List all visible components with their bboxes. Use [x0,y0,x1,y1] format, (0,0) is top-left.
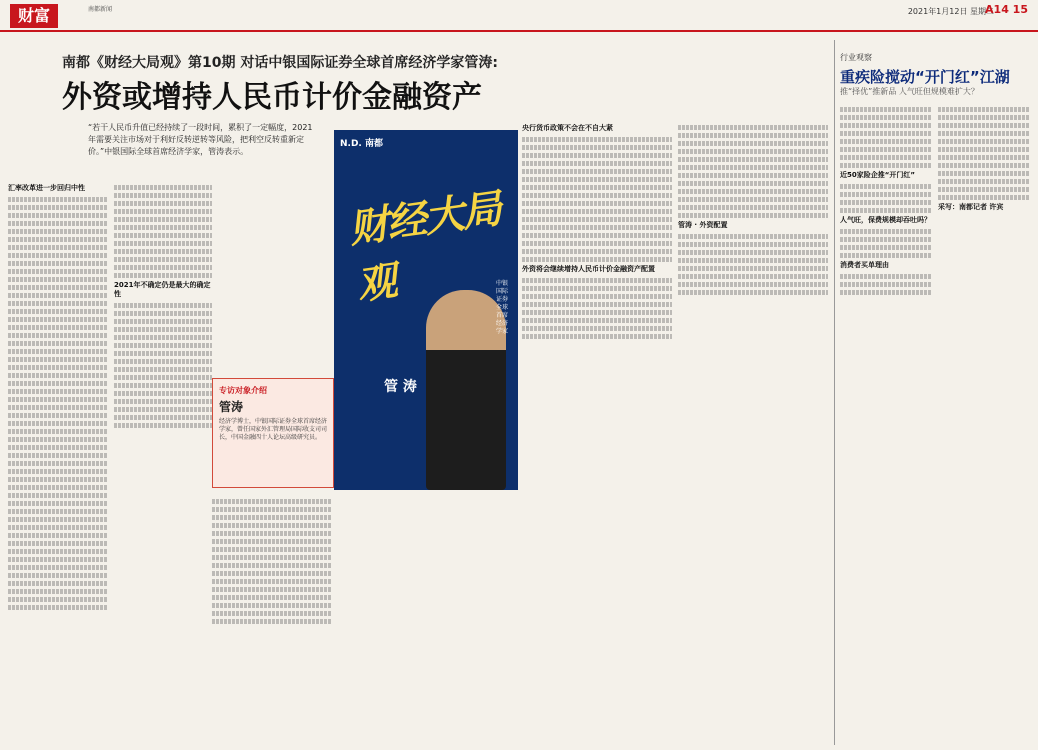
portrait-image [426,290,506,490]
section-heading: 汇率改革进一步回归中性 [8,184,85,192]
right-byline: 采写：南都记者 许宾 [938,203,1004,211]
right-section-heading: 人气旺，保费规模却吞吐吗？ [840,216,931,224]
cover-title-vertical: 中银国际证券全球首席经济学家 [496,280,509,335]
right-headline: 重疾险搅动“开门红”江湖 [840,68,1010,86]
bio-box [212,378,334,488]
section-heading: 管涛 · 外资配置 [678,221,728,229]
masthead-rule [0,30,1038,32]
brand-subtitle: 南都新闻 [88,6,113,13]
page-number: A14 15 [985,3,1028,16]
cover-name: 管 涛 [384,379,417,395]
magazine-cover-photo [334,130,518,490]
story-column-1 [8,182,108,742]
story-column-2 [114,182,212,742]
section-heading: 2021年不确定仍是最大的确定性 [114,281,211,298]
right-section-heading: 近50家险企推“开门红” [840,171,915,179]
right-column-1 [840,104,932,744]
cover-title: 财经大局观 [345,184,504,310]
story-column-3 [212,496,332,746]
bio-heading: 专访对象介绍 [219,386,267,395]
story-headline: 外资或增持人民币计价金融资产 [62,80,482,115]
right-subhead: 推“择优”推新品 人气旺但规模难扩大？ [840,87,979,96]
story-lede: “若干人民币升值已经持续了一段时间，累积了一定幅度，2021年需要关注市场对于利好反转逆转等风险，把利空反转重新定价。”中银国际全球首席经济学家，管涛表示。 [88,123,313,156]
cover-logo: N.D. 南都 [340,139,383,149]
issue-date: 2021年1月12日 星期二 [907,7,994,16]
bio-name: 管涛 [219,400,244,414]
story-column-5 [678,122,828,742]
story-kicker: 南都《财经大局观》第10期 对话中银国际证券全球首席经济学家管涛: [62,55,498,71]
section-heading: 外资将会继续增持人民币计价金融资产配置 [522,265,655,273]
story-column-4 [522,122,672,742]
right-section-heading: 消费者买单理由 [840,261,889,269]
right-section-label: 行业观察 [840,53,872,62]
brand-logo: 财富 [10,4,58,28]
bio-text: 经济学博士，中银国际证券全球首席经济学家，曾任国家外汇管理局国际收支司司长，中国金融四十人论坛高级研究员。 [219,418,328,441]
right-column-2 [938,104,1030,744]
section-heading: 央行货币政策不会在不自大紧 [522,124,613,132]
column-divider [834,40,835,745]
masthead [0,0,1038,34]
